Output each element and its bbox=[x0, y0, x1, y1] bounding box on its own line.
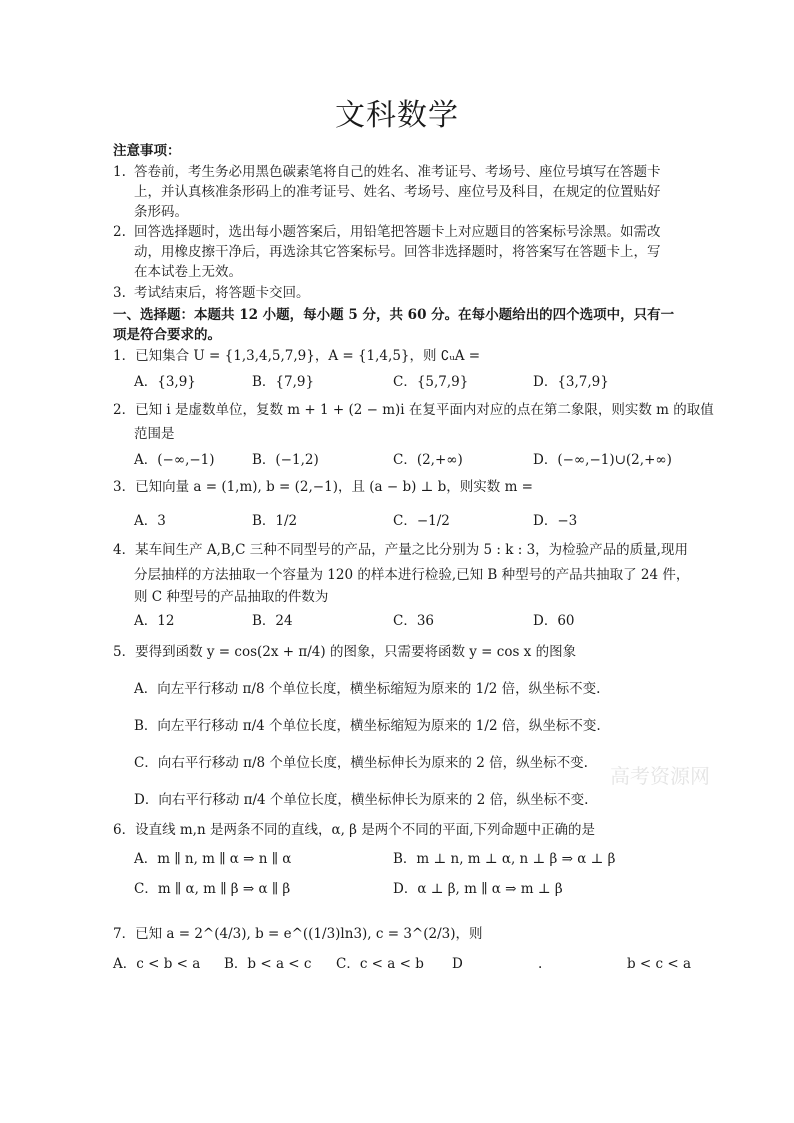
question-stem: 1．已知集合 U = {1,3,4,5,7,9}，A = {1,4,5}，则 ∁ᵤA = bbox=[113, 348, 481, 364]
notice-item-line: 考试结束后，将答题卡交回。 bbox=[134, 285, 310, 301]
option-b: B．m ⊥ n, m ⊥ α, n ⊥ β ⇒ α ⊥ β bbox=[393, 851, 616, 867]
option-d: D．α ⊥ β, m ∥ α ⇒ m ⊥ β bbox=[393, 881, 563, 897]
question-stem: 4．某车间生产 A,B,C 三种不同型号的产品，产量之比分别为 5 : k : 3，为检验产品的质量,现用 bbox=[113, 542, 688, 558]
option-c: C．36 bbox=[393, 613, 435, 629]
notice-item-line: 回答选择题时，选出每小题答案后，用铅笔把答题卡上对应题目的答案标号涂黑。如需改 bbox=[134, 224, 661, 240]
option-a: A．m ∥ n, m ∥ α ⇒ n ∥ α bbox=[134, 851, 292, 867]
question-stem: 3．已知向量 a = (1,m), b = (2,−1)，且 (a − b) ⊥ b，则实数 m = bbox=[113, 479, 533, 495]
option-a: A．(−∞,−1) bbox=[134, 452, 215, 468]
option-c: C．m ∥ α, m ∥ β ⇒ α ∥ β bbox=[134, 881, 291, 897]
option-b: B．向左平行移动 π/4 个单位长度，横坐标缩短为原来的 1/2 倍，纵坐标不变. bbox=[134, 718, 601, 734]
option-a: A．12 bbox=[134, 613, 175, 629]
option-d-dot: . bbox=[538, 956, 543, 972]
notice-item-number: 1. bbox=[113, 164, 126, 180]
option-c: C．(2,+∞) bbox=[393, 452, 463, 468]
option-d: D．{3,7,9} bbox=[533, 374, 609, 390]
option-d-label: D bbox=[452, 956, 463, 972]
notice-item-number: 3. bbox=[113, 285, 126, 301]
notice-item-line: 答卷前，考生务必用黑色碳素笔将自己的姓名、准考证号、考场号、座位号填写在答题卡 bbox=[134, 164, 661, 180]
section-heading: 一、选择题：本题共 12 小题，每小题 5 分，共 60 分。在每小题给出的四个选项中，只有一 bbox=[113, 307, 675, 323]
option-d: D．60 bbox=[533, 613, 575, 629]
notice-item-line: 在本试卷上无效。 bbox=[134, 264, 242, 280]
option-b: B．{7,9} bbox=[252, 374, 315, 390]
page-title: 文科数学 bbox=[335, 98, 459, 133]
section-heading-continued: 项是符合要求的。 bbox=[113, 327, 221, 343]
question-stem: 6．设直线 m,n 是两条不同的直线，α, β 是两个不同的平面,下列命题中正确的是 bbox=[113, 822, 596, 838]
question-stem: 5．要得到函数 y = cos(2x + π/4) 的图象，只需要将函数 y = cos x 的图象 bbox=[113, 644, 577, 660]
question-stem-continued: 则 C 种型号的产品抽取的件数为 bbox=[134, 589, 329, 605]
option-c: C．{5,7,9} bbox=[393, 374, 469, 390]
option-d: D．−3 bbox=[533, 513, 578, 529]
option-a: A．{3,9} bbox=[134, 374, 196, 390]
option-d: b < c < a bbox=[627, 956, 692, 972]
option-d: D．向右平行移动 π/4 个单位长度，横坐标伸长为原来的 2 倍，纵坐标不变. bbox=[134, 792, 589, 808]
option-a: A．3 bbox=[134, 513, 166, 529]
option-a: A．向左平行移动 π/8 个单位长度，横坐标缩短为原来的 1/2 倍，纵坐标不变. bbox=[134, 681, 601, 697]
notice-item-line: 动，用橡皮擦干净后，再选涂其它答案标号。回答非选择题时，将答案写在答题卡上，写 bbox=[134, 244, 661, 260]
notice-heading: 注意事项： bbox=[113, 143, 181, 159]
option-c: C．c < a < b bbox=[336, 956, 424, 972]
question-stem-continued: 范围是 bbox=[134, 426, 175, 442]
notice-item-line: 条形码。 bbox=[134, 204, 188, 220]
option-b: B．1/2 bbox=[252, 513, 298, 529]
notice-item-line: 上，并认真核准条形码上的准考证号、姓名、考场号、座位号及科目，在规定的位置贴好 bbox=[134, 184, 661, 200]
option-b: B．b < a < c bbox=[224, 956, 312, 972]
option-c: C．−1/2 bbox=[393, 513, 450, 529]
option-b: B．24 bbox=[252, 613, 293, 629]
question-stem: 7．已知 a = 2^(4/3), b = e^((1/3)ln3), c = 3^(2/3)，则 bbox=[113, 926, 483, 942]
option-b: B．(−1,2) bbox=[252, 452, 319, 468]
option-a: A．c < b < a bbox=[113, 956, 201, 972]
notice-item-number: 2. bbox=[113, 224, 126, 240]
option-d: D．(−∞,−1)∪(2,+∞) bbox=[533, 452, 672, 468]
option-c: C．向右平行移动 π/8 个单位长度，横坐标伸长为原来的 2 倍，纵坐标不变. bbox=[134, 755, 588, 771]
watermark: 高考资源网 bbox=[610, 764, 710, 788]
question-stem-continued: 分层抽样的方法抽取一个容量为 120 的样本进行检验,已知 B 种型号的产品共抽取了 24 件， bbox=[134, 567, 690, 583]
question-stem: 2．已知 i 是虚数单位，复数 m + 1 + (2 − m)i 在复平面内对应的点在第二象限，则实数 m 的取值 bbox=[113, 402, 714, 418]
